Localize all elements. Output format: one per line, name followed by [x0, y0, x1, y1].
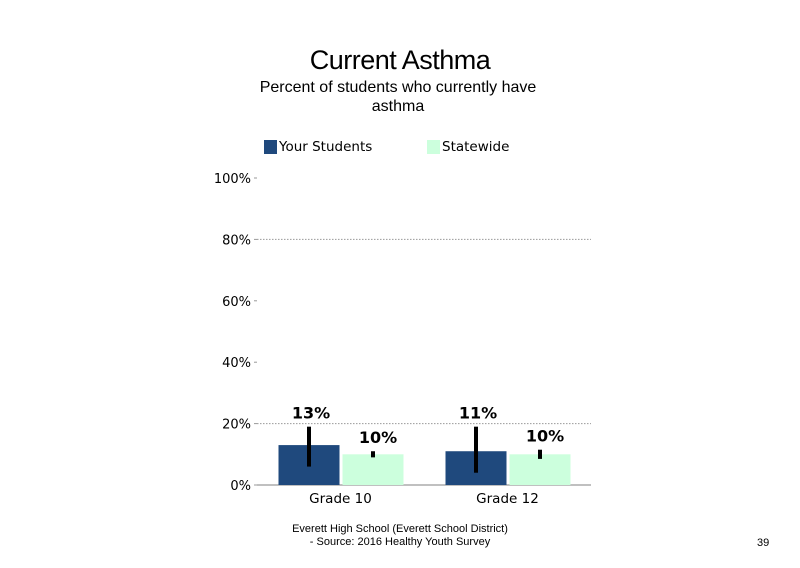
- y-tick-label: 40%: [222, 356, 251, 372]
- x-tick-label: Grade 10: [309, 491, 372, 507]
- chart-subtitle: Percent of students who currently have asthma: [259, 79, 537, 115]
- y-tick-label: 60%: [222, 294, 251, 310]
- y-tick-label: 80%: [222, 233, 251, 249]
- y-tick-label: 20%: [222, 417, 251, 433]
- legend-label-statewide: Statewide: [442, 139, 510, 155]
- y-tick-label: 100%: [213, 172, 251, 187]
- chart-title: Current Asthma: [309, 45, 491, 75]
- page-number: 39: [757, 537, 770, 549]
- legend-label-your-students: Your Students: [279, 139, 373, 155]
- footer-source: - Source: 2016 Healthy Youth Survey: [309, 536, 491, 548]
- data-label: 13%: [291, 403, 331, 423]
- bar: [343, 454, 404, 485]
- y-tick-label: 0%: [230, 479, 251, 494]
- footer-school: Everett High School (Everett School District): [292, 523, 508, 535]
- footer: [250, 523, 550, 549]
- x-tick-label: Grade 12: [476, 491, 539, 507]
- data-label: 11%: [458, 403, 498, 423]
- data-label: 10%: [525, 426, 565, 446]
- data-label: 10%: [358, 428, 398, 448]
